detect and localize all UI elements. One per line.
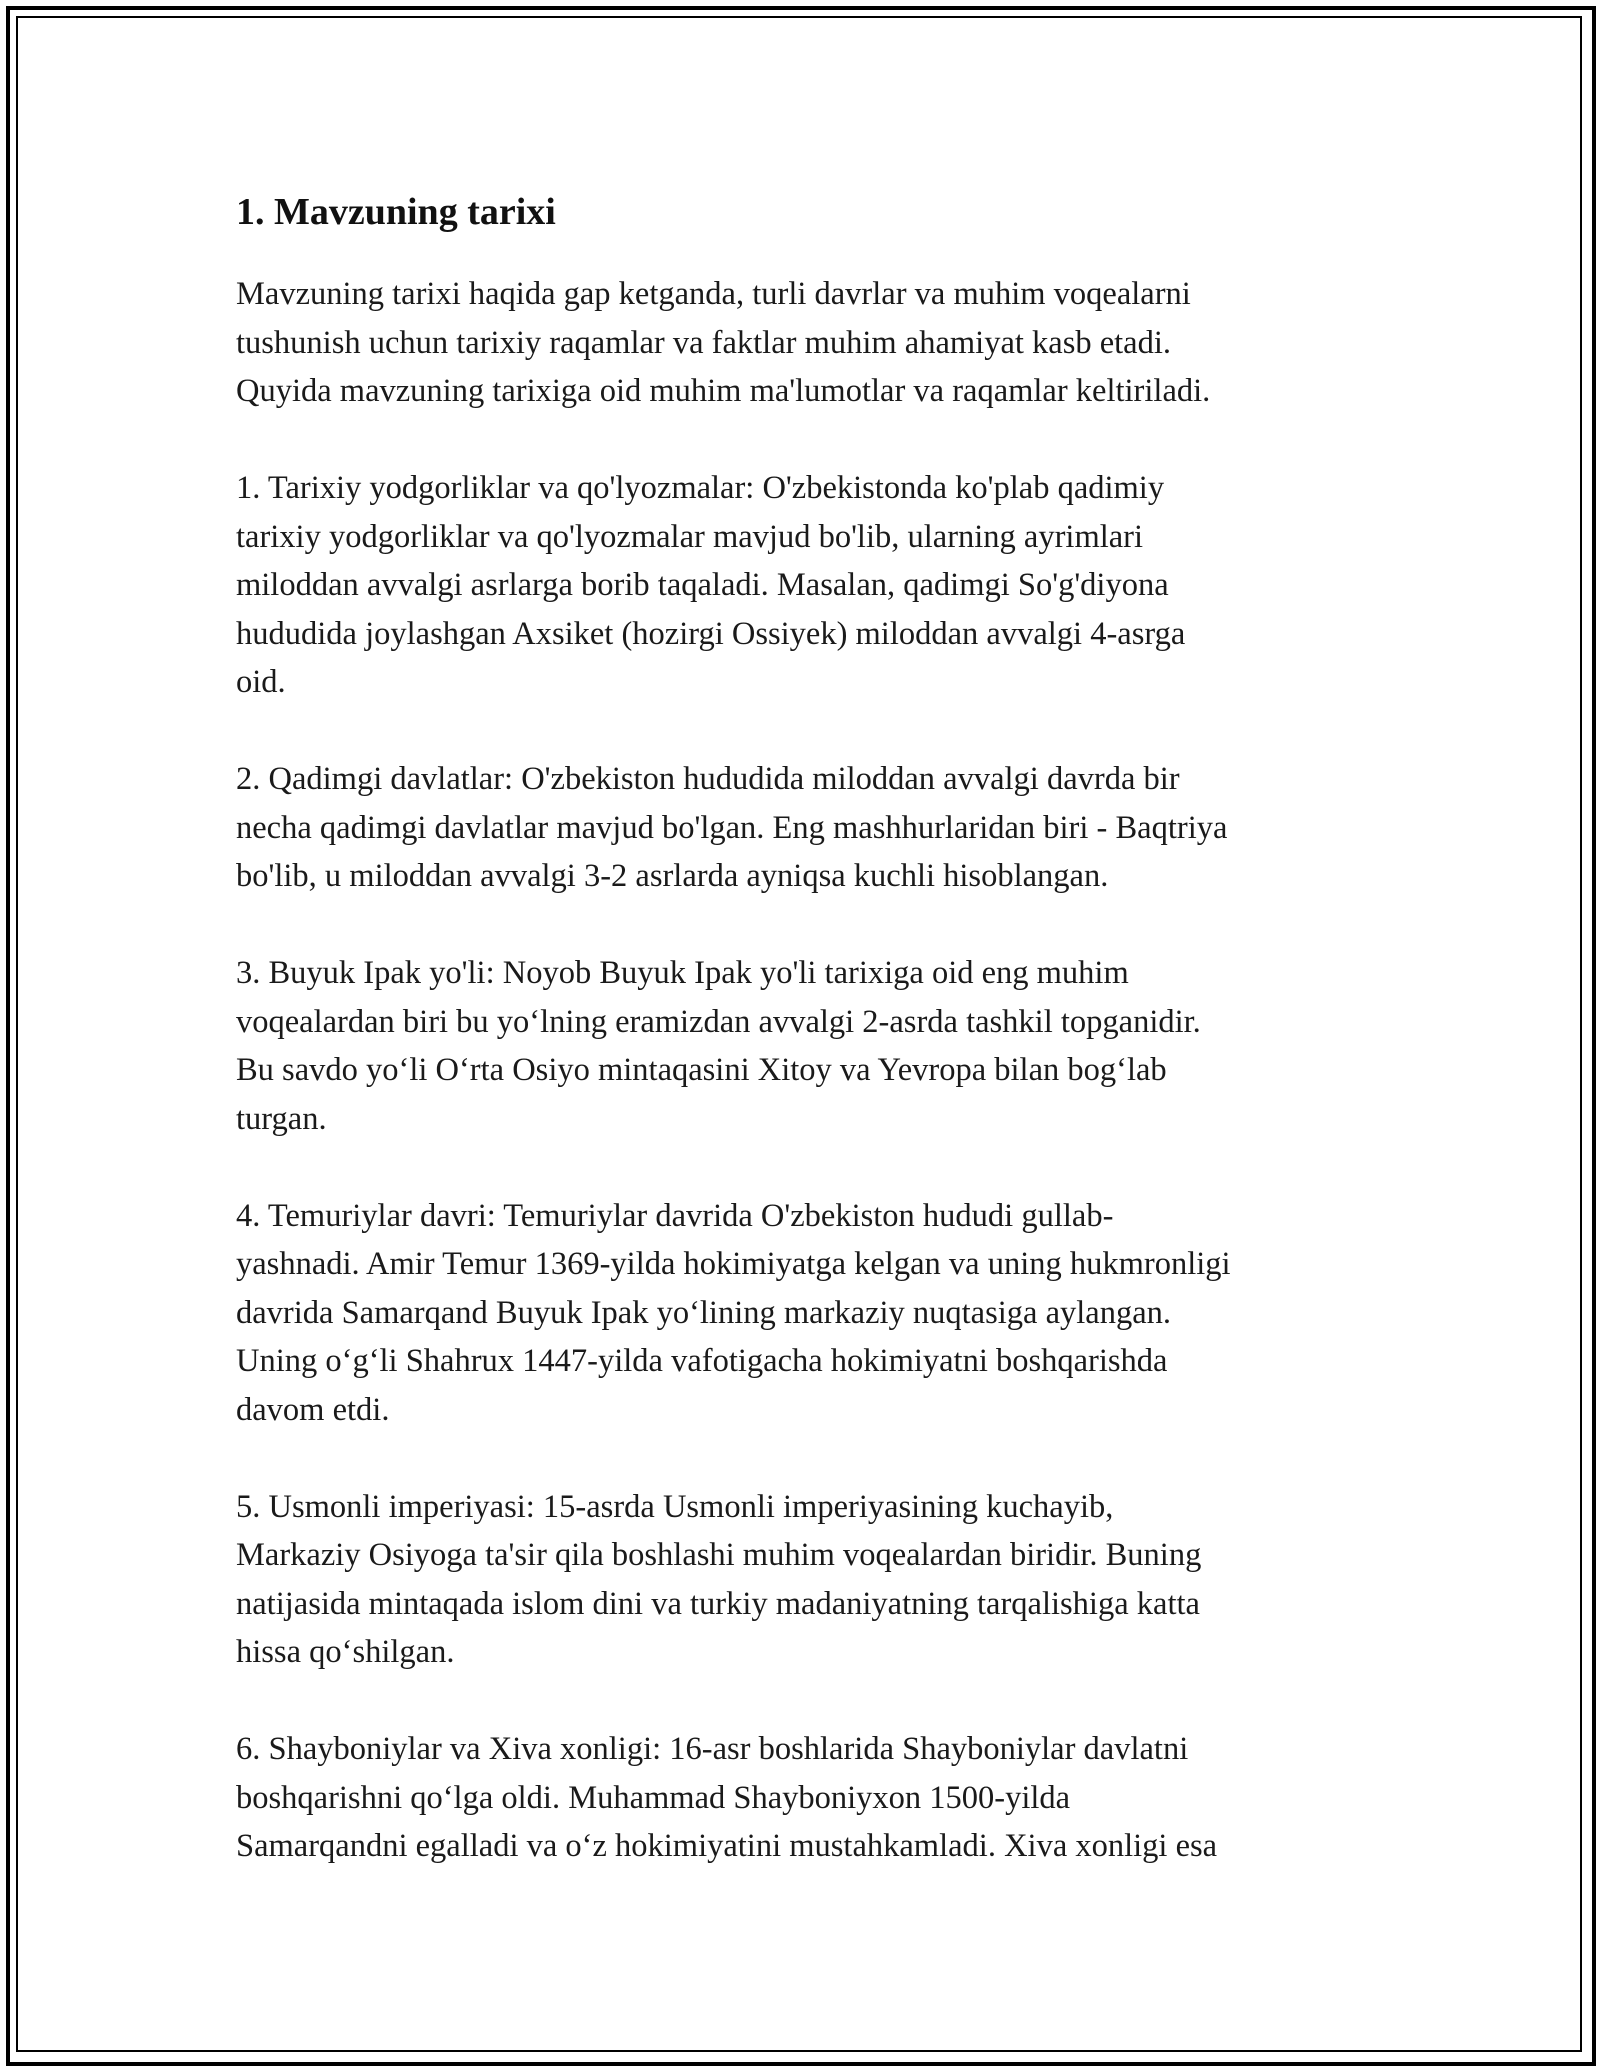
text-line: Markaziy Osiyoga ta'sir qila boshlashi muhim voqealardan biridir. Buning — [236, 1537, 1202, 1573]
text-line: yashnadi. Amir Temur 1369-yilda hokimiyatga kelgan va uning hukmronligi — [236, 1246, 1231, 1282]
text-line: tarixiy yodgorliklar va qo'lyozmalar mavjud bo'lib, ularning ayrimlari — [236, 518, 1144, 555]
text-line: tushunish uchun tarixiy raqamlar va faktlar muhim ahamiyat kasb etadi. — [236, 324, 1172, 361]
text-line: 5. Usmonli imperiyasi: 15-asrda Usmonli imperiyasining kuchayib, — [236, 1488, 1114, 1525]
text-line: 1. Tarixiy yodgorliklar va qo'lyozmalar: O'zbekistonda ko'plab qadimiy — [236, 470, 1165, 506]
text-line: 4. Temuriylar davri: Temuriylar davrida O'zbekiston hududi gullab- — [236, 1197, 1114, 1234]
text-line: natijasida mintaqada islom dini va turkiy madaniyatning tarqalishiga katta — [236, 1585, 1200, 1622]
text-line: Uning o‘g‘li Shahrux 1447-yilda vafotigacha hokimiyatni boshqarishda — [236, 1343, 1168, 1379]
text-line: davom etdi. — [236, 1391, 390, 1428]
paragraph-shaybanids — [236, 1725, 1366, 1871]
paragraph-silk-road — [236, 949, 1366, 1143]
text-line: 3. Buyuk Ipak yo'li: Noyob Buyuk Ipak yo'li tarixiga oid eng muhim — [236, 955, 1129, 991]
text-line: 6. Shayboniylar va Xiva xonligi: 16-asr boshlarida Shayboniylar davlatni — [236, 1731, 1189, 1767]
text-line: oid. — [236, 664, 286, 700]
text-line: hududida joylashgan Axsiket (hozirgi Ossiyek) miloddan avvalgi 4-asrga — [236, 615, 1186, 652]
text-line: bo'lib, u miloddan avvalgi 3-2 asrlarda ayniqsa kuchli hisoblangan. — [236, 858, 1109, 894]
section-heading: 1. Mavzuning tarixi — [236, 191, 556, 233]
text-line: Bu savdo yo‘li O‘rta Osiyo mintaqasini Xitoy va Yevropa bilan bog‘lab — [236, 1052, 1167, 1088]
document-body — [236, 186, 1366, 1919]
text-line: voqealardan biri bu yo‘lning eramizdan avvalgi 2-asrda tashkil topganidir. — [236, 1003, 1201, 1040]
text-line: miloddan avvalgi asrlarga borib taqaladi. Masalan, qadimgi So'g'diyona — [236, 567, 1169, 603]
paragraph-ottoman — [236, 1483, 1366, 1677]
paragraph-timurids — [236, 1192, 1366, 1435]
intro-paragraph — [236, 270, 1366, 416]
text-line: Mavzuning tarixi haqida gap ketganda, turli davrlar va muhim voqealarni — [236, 276, 1191, 312]
paragraph-monuments — [236, 464, 1366, 707]
text-line: boshqarishni qo‘lga oldi. Muhammad Shayboniyxon 1500-yilda — [236, 1779, 1071, 1816]
text-line: Quyida mavzuning tarixiga oid muhim ma'lumotlar va raqamlar keltiriladi. — [236, 373, 1211, 409]
text-line: necha qadimgi davlatlar mavjud bo'lgan. Eng mashhurlaridan biri - Baqtriya — [236, 809, 1228, 846]
text-line: turgan. — [236, 1100, 327, 1137]
text-line: Samarqandni egalladi va o‘z hokimiyatini mustahkamladi. Xiva xonligi esa — [236, 1828, 1218, 1864]
text-line: 2. Qadimgi davlatlar: O'zbekiston hududida miloddan avvalgi davrda bir — [236, 761, 1180, 797]
paragraph-ancient-states — [236, 755, 1366, 901]
text-line: davrida Samarqand Buyuk Ipak yo‘lining markaziy nuqtasiga aylangan. — [236, 1294, 1172, 1331]
text-line: hissa qo‘shilgan. — [236, 1634, 455, 1670]
